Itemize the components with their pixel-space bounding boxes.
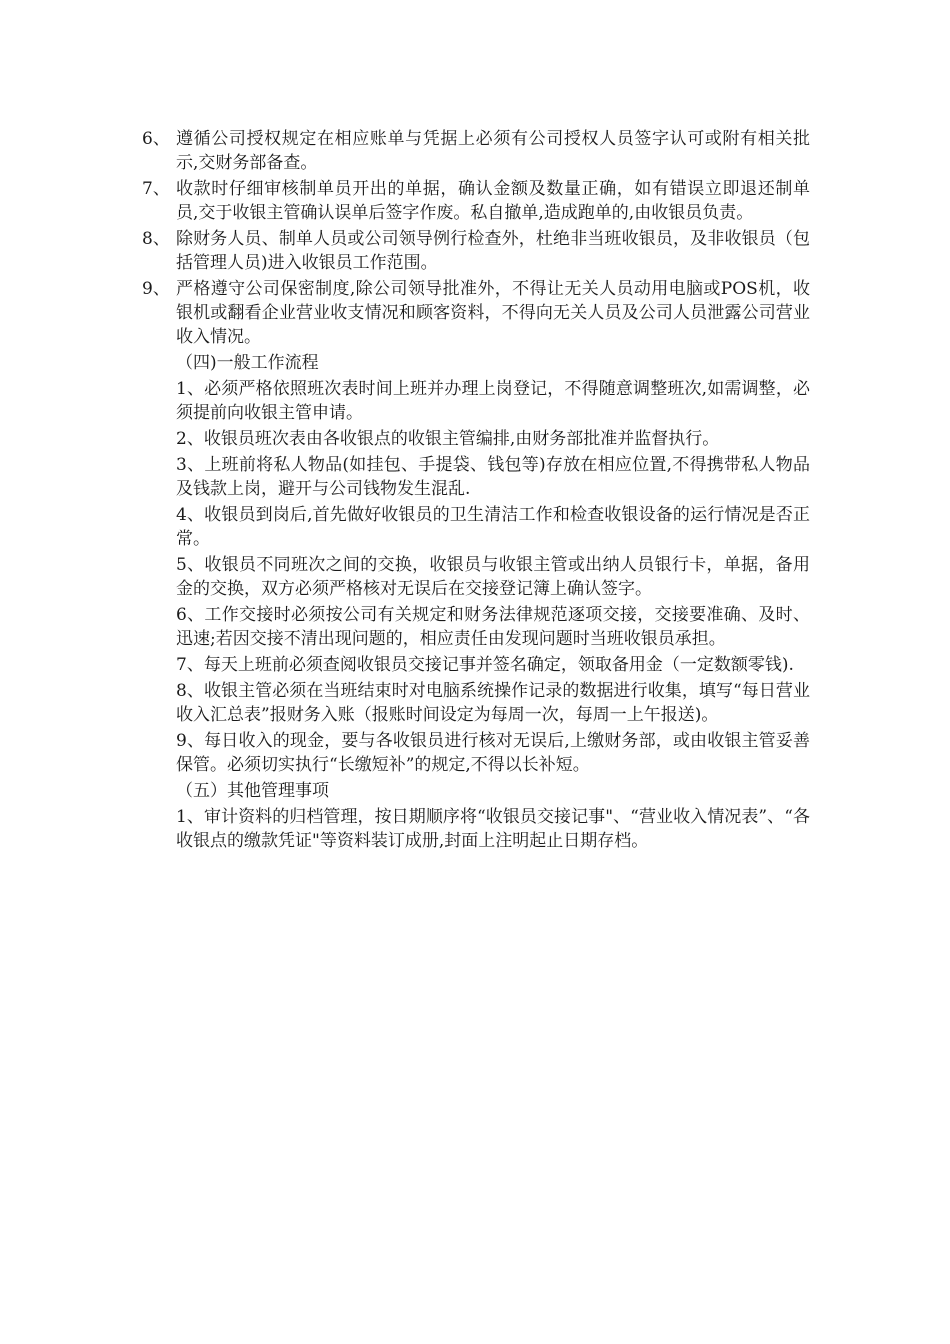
- numbered-item-7: [142, 177, 810, 225]
- item-text: 除财务人员、制单人员或公司领导例行检查外，杜绝非当班收银员，及非收银员（包括管理人员)进入收银员工作范围。: [176, 229, 810, 273]
- workflow-paragraph-4: 4、收银员到岗后,首先做好收银员的卫生清洁工作和检查收银设备的运行情况是否正常。: [176, 505, 810, 549]
- numbered-item-8: [142, 227, 810, 275]
- workflow-paragraph-7: 7、每天上班前必须查阅收银员交接记事并签名确定，领取备用金（一定数额零钱).: [176, 655, 794, 675]
- other-matters-paragraph-1: 1、审计资料的归档管理，按日期顺序将“收银员交接记事"、“营业收入情况表”、“各收银点的缴款凭证"等资料装订成册,封面上注明起止日期存档。: [176, 807, 810, 851]
- section-heading-general-workflow: （四)一般工作流程: [176, 353, 319, 373]
- workflow-paragraph-2: 2、收银员班次表由各收银点的收银主管编排,由财务部批准并监督执行。: [176, 429, 720, 449]
- numbered-item-9: [142, 277, 810, 349]
- workflow-paragraph-9: 9、每日收入的现金，要与各收银员进行核对无误后,上缴财务部，或由收银主管妥善保管。必须切实执行“长缴短补”的规定,不得以长补短。: [176, 731, 810, 775]
- workflow-paragraph-6: 6、工作交接时必须按公司有关规定和财务法律规范逐项交接，交接要准确、及时、迅速;若因交接不清出现问题的，相应责任由发现问题时当班收银员承担。: [176, 605, 810, 649]
- item-text: 遵循公司授权规定在相应账单与凭据上必须有公司授权人员签字认可或附有相关批示,交财务部备查。: [176, 129, 810, 173]
- workflow-paragraph-5: 5、收银员不同班次之间的交换，收银员与收银主管或出纳人员银行卡，单据，备用金的交换，双方必须严格核对无误后在交接登记簿上确认签字。: [176, 555, 810, 599]
- workflow-paragraph-3: 3、上班前将私人物品(如挂包、手提袋、钱包等)存放在相应位置,不得携带私人物品及钱款上岗，避开与公司钱物发生混乱.: [176, 455, 810, 499]
- numbered-item-6: [142, 127, 810, 175]
- section-heading-other-matters: （五）其他管理事项: [176, 781, 329, 801]
- workflow-paragraph-8: 8、收银主管必须在当班结束时对电脑系统操作记录的数据进行收集，填写“每日营业收入汇总表”报财务入账（报账时间设定为每周一次，每周一上午报送)。: [176, 681, 810, 725]
- item-number: 8、: [142, 229, 170, 249]
- item-number: 6、: [142, 129, 170, 149]
- workflow-paragraph-1: 1、必须严格依照班次表时间上班并办理上岗登记，不得随意调整班次,如需调整，必须提前向收银主管申请。: [176, 379, 810, 423]
- item-text: 严格遵守公司保密制度,除公司领导批准外，不得让无关人员动用电脑或POS机，收银机或翻看企业营业收支情况和顾客资料，不得向无关人员及公司人员泄露公司营业收入情况。: [176, 279, 810, 347]
- item-number: 9、: [142, 279, 170, 299]
- item-number: 7、: [142, 179, 170, 199]
- item-text: 收款时仔细审核制单员开出的单据，确认金额及数量正确，如有错误立即退还制单员,交于收银主管确认误单后签字作废。私自撤单,造成跑单的,由收银员负责。: [176, 179, 810, 223]
- document-body: [142, 127, 810, 855]
